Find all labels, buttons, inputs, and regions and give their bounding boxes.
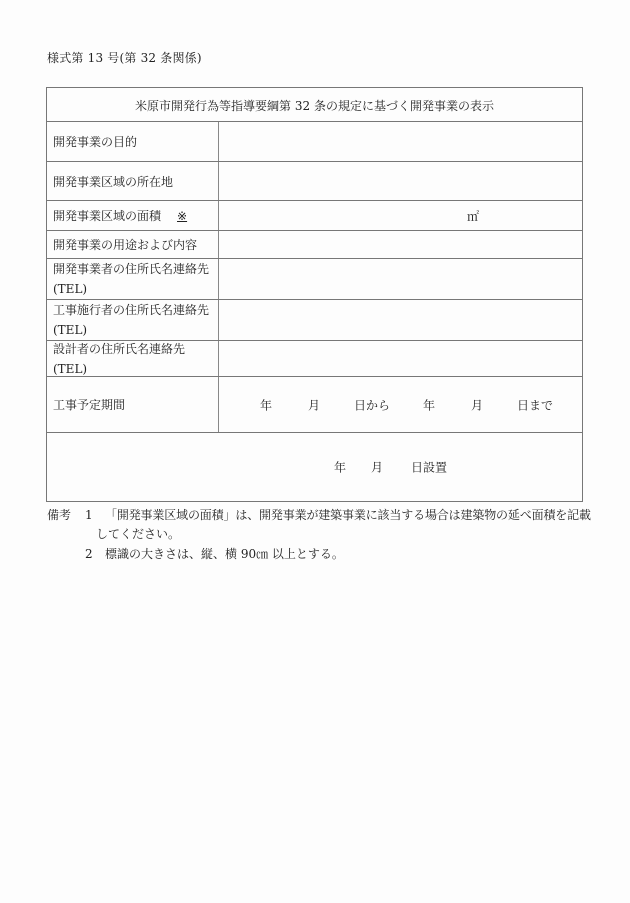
installed-year: 年 — [334, 460, 347, 475]
value-location[interactable] — [219, 162, 582, 201]
value-contractor[interactable] — [219, 300, 582, 340]
label-developer-line2: (TEL) — [53, 282, 88, 296]
unit-square-meter: ㎡ — [467, 209, 480, 223]
label-contractor-line1: 工事施行者の住所氏名連絡先 — [53, 303, 210, 317]
row-contractor — [47, 299, 582, 340]
period-start-day: 日から — [354, 398, 391, 413]
period-end-year: 年 — [423, 398, 436, 413]
period-start-year: 年 — [260, 398, 273, 413]
value-use[interactable] — [219, 231, 582, 258]
row-use — [47, 230, 582, 258]
label-use: 開発事業の用途および内容 — [47, 231, 219, 258]
label-designer: 設計者の住所氏名連絡先(TEL) — [47, 341, 219, 377]
label-area — [47, 201, 219, 230]
label-developer-line1: 開発事業者の住所氏名連絡先 — [53, 262, 210, 276]
row-installed-date[interactable] — [47, 432, 582, 501]
remark-1-number: 1 — [85, 508, 93, 522]
label-location: 開発事業区域の所在地 — [47, 162, 219, 201]
remark-1-text: 「開発事業区域の面積」は、開発事業が建築事業に該当する場合は建築物の延べ面積を記載 — [105, 508, 591, 522]
label-contractor — [47, 300, 219, 340]
remarks-heading: 備考 — [47, 508, 72, 522]
remark-2-text: 標識の大きさは、縦、横 90㎝ 以上とする。 — [105, 547, 344, 561]
installed-day: 日設置 — [411, 460, 448, 475]
row-developer — [47, 258, 582, 299]
row-period — [47, 376, 582, 433]
remark-1-text-cont: してください。 — [96, 527, 181, 541]
value-designer[interactable] — [219, 341, 582, 377]
value-developer[interactable] — [219, 259, 582, 299]
form-number: 様式第 13 号(第 32 条関係) — [47, 51, 202, 65]
value-area[interactable] — [219, 201, 582, 230]
remark-2-number: 2 — [85, 547, 93, 561]
label-contractor-line2: (TEL) — [53, 323, 88, 337]
value-purpose[interactable] — [219, 122, 582, 161]
value-period[interactable] — [219, 377, 582, 433]
period-start-month: 月 — [308, 398, 321, 413]
row-area — [47, 200, 582, 230]
period-end-month: 月 — [471, 398, 484, 413]
row-location — [47, 161, 582, 201]
label-area-text: 開発事業区域の面積 — [53, 208, 162, 223]
note-mark: ※ — [177, 208, 188, 223]
development-sign-table — [46, 87, 583, 502]
row-purpose — [47, 121, 582, 161]
label-period: 工事予定期間 — [47, 377, 219, 433]
installed-month: 月 — [371, 460, 384, 475]
table-title: 米原市開発行為等指導要綱第 32 条の規定に基づく開発事業の表示 — [135, 98, 494, 113]
label-developer — [47, 259, 219, 299]
period-end-day: 日まで — [517, 398, 554, 413]
label-purpose: 開発事業の目的 — [47, 122, 219, 161]
row-designer — [47, 340, 582, 377]
